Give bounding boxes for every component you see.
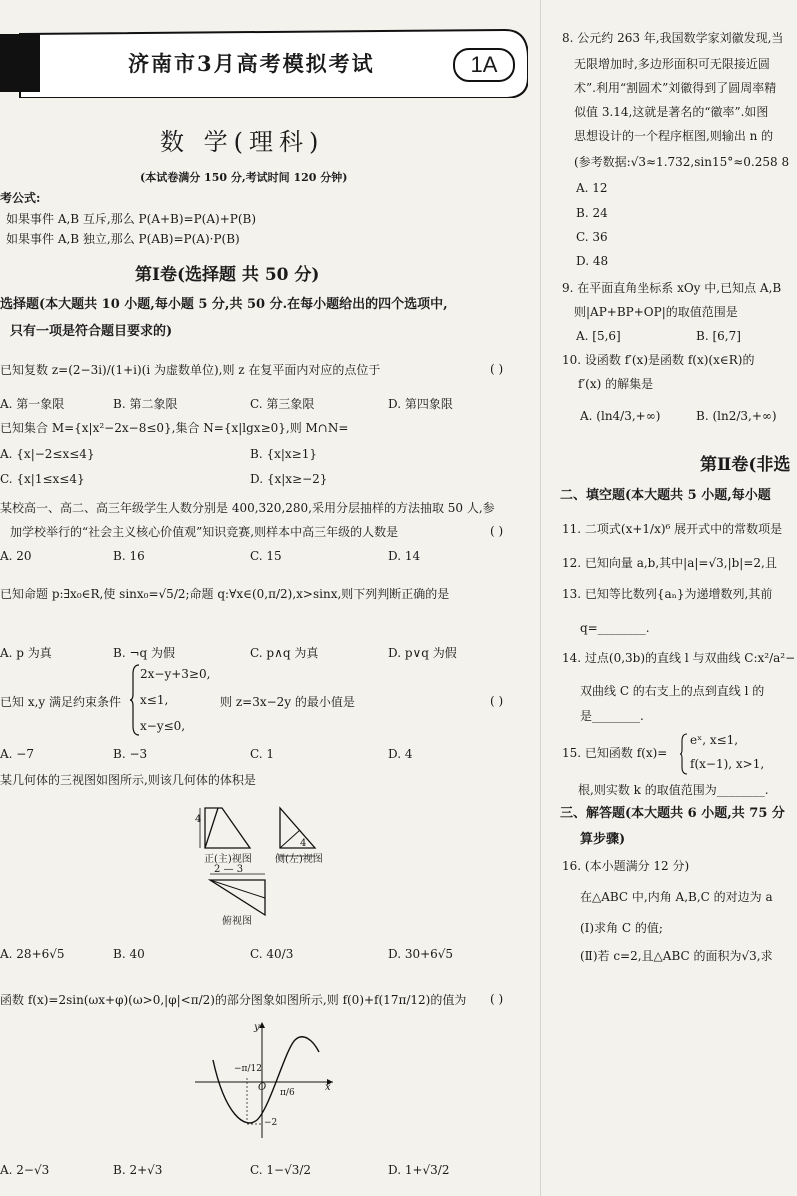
q6-option-b[interactable]: B. 40 bbox=[113, 947, 145, 961]
q16-header: 16. (本小题满分 12 分) bbox=[562, 859, 690, 873]
q5-constraint-1: 2x−y+3≥0, bbox=[140, 667, 211, 681]
part1-instruction-2: 只有一项是符合题目要求的) bbox=[10, 324, 173, 339]
reference-label: 考公式: bbox=[0, 191, 41, 205]
q15-brace bbox=[680, 733, 688, 775]
q2-stem: 已知集合 M={x|x²−2x−8≤0},集合 N={x|lgx≥0},则 M∩N= bbox=[0, 421, 349, 435]
exam-title: 济南市3月高考模拟考试 bbox=[128, 51, 375, 76]
q5-brace bbox=[130, 664, 140, 736]
q6-option-c[interactable]: C. 40/3 bbox=[250, 947, 294, 961]
formula-2: 如果事件 A,B 独立,那么 P(AB)=P(A)·P(B) bbox=[6, 232, 240, 246]
q10-line-2: f′(x) 的解集是 bbox=[578, 377, 654, 391]
q8-line-1: 8. 公元约 263 年,我国数学家刘徽发现,当 bbox=[562, 31, 784, 45]
q3-answer-paren[interactable]: ( ) bbox=[490, 524, 504, 538]
q7-stem: 函数 f(x)=2sin(ωx+φ)(ω>0,|φ|<π/2)的部分图象如图所示,则 f(0)+f(17π/12)的值为 bbox=[0, 993, 467, 1007]
q7-option-d[interactable]: D. 1+√3/2 bbox=[388, 1163, 450, 1177]
q7-option-c[interactable]: C. 1−√3/2 bbox=[250, 1163, 312, 1177]
q8-line-6: (参考数据:√3≈1.732,sin15°≈0.258 8 bbox=[574, 155, 790, 169]
q7-answer-paren[interactable]: ( ) bbox=[490, 992, 504, 1006]
q3-stem: 某校高一、高二、高三年级学生人数分别是 400,320,280,采用分层抽样的方法抽取 50 人,参 bbox=[0, 501, 495, 515]
q6-option-d[interactable]: D. 30+6√5 bbox=[388, 947, 454, 961]
q9-line-1: 9. 在平面直角坐标系 xOy 中,已知点 A,B bbox=[562, 281, 782, 295]
q3-option-c[interactable]: C. 15 bbox=[250, 549, 282, 563]
q14-blank[interactable]: 是________. bbox=[580, 709, 644, 723]
q6-option-a[interactable]: A. 28+6√5 bbox=[0, 947, 65, 961]
q2-option-c[interactable]: C. {x|1≤x≤4} bbox=[0, 472, 85, 486]
q2-option-a[interactable]: A. {x|−2≤x≤4} bbox=[0, 447, 95, 461]
q15-blank[interactable]: 根,则实数 k 的取值范围为________. bbox=[578, 783, 769, 797]
q16-stem: 在△ABC 中,内角 A,B,C 的对边为 a bbox=[580, 890, 773, 904]
q4-option-c[interactable]: C. p∧q 为真 bbox=[250, 646, 319, 660]
fig-front-label: 正(主)视图 bbox=[204, 854, 252, 865]
q5-tail: 则 z=3x−2y 的最小值是 bbox=[220, 695, 355, 709]
q3-option-b[interactable]: B. 16 bbox=[113, 549, 145, 563]
q1-answer-paren[interactable]: ( ) bbox=[490, 362, 504, 376]
q8-line-2: 无限增加时,多边形面积可无限接近圆 bbox=[574, 57, 770, 71]
column-divider bbox=[540, 0, 541, 1196]
q16-part-1: (Ⅰ)求角 C 的值; bbox=[580, 921, 663, 935]
q5-option-c[interactable]: C. 1 bbox=[250, 747, 275, 761]
fig-top-label: 俯视图 bbox=[222, 916, 252, 927]
q15-piece-2: f(x−1), x>1, bbox=[690, 757, 765, 771]
version-badge: 1A bbox=[453, 48, 515, 82]
solve-section-title-2: 算步骤) bbox=[580, 832, 626, 847]
graph-neg-tick: −π/12 bbox=[234, 1064, 262, 1074]
q4-option-a[interactable]: A. p 为真 bbox=[0, 646, 52, 660]
q12-stem: 12. 已知向量 a,b,其中|a|=√3,|b|=2,且 bbox=[562, 556, 777, 570]
q9-option-a[interactable]: A. [5,6] bbox=[576, 329, 621, 343]
q15-piece-1: eˣ, x≤1, bbox=[690, 733, 739, 747]
q5-constraint-2: x≤1, bbox=[140, 693, 169, 707]
part2-title: 第Ⅱ卷(非选 bbox=[700, 455, 791, 475]
q8-option-c[interactable]: C. 36 bbox=[576, 230, 608, 244]
q5-option-d[interactable]: D. 4 bbox=[388, 747, 413, 761]
graph-y-label: y bbox=[254, 1022, 260, 1033]
graph-min-label: −2 bbox=[264, 1118, 278, 1128]
q5-option-b[interactable]: B. −3 bbox=[113, 747, 148, 761]
formula-1: 如果事件 A,B 互斥,那么 P(A+B)=P(A)+P(B) bbox=[6, 212, 257, 226]
three-view-figure bbox=[190, 800, 340, 930]
part1-instruction-1: 选择题(本大题共 10 小题,每小题 5 分,共 50 分.在每小题给出的四个选项中, bbox=[0, 297, 448, 312]
q9-option-b[interactable]: B. [6,7] bbox=[696, 329, 741, 343]
q8-line-4: 似值 3.14,这就是著名的“徽率”.如图 bbox=[574, 105, 769, 119]
q10-option-a[interactable]: A. (ln4/3,+∞) bbox=[580, 409, 661, 423]
q11-stem: 11. 二项式(x+1/x)⁶ 展开式中的常数项是 bbox=[562, 522, 783, 536]
q8-option-a[interactable]: A. 12 bbox=[576, 181, 608, 195]
q4-option-d[interactable]: D. p∨q 为假 bbox=[388, 646, 457, 660]
q2-option-b[interactable]: B. {x|x≥1} bbox=[250, 447, 317, 461]
fill-section-title: 二、填空题(本大题共 5 小题,每小题 bbox=[560, 488, 771, 503]
q10-line-1: 10. 设函数 f′(x)是函数 f(x)(x∈R)的 bbox=[562, 353, 755, 367]
q5-answer-paren[interactable]: ( ) bbox=[490, 694, 504, 708]
q4-stem: 已知命题 p:∃x₀∈R,使 sinx₀=√5/2;命题 q:∀x∈(0,π/2),x>sinx,则下列判断正确的是 bbox=[0, 587, 450, 601]
q8-line-3: 术”.利用“割圆术”刘徽得到了圆周率精 bbox=[574, 81, 777, 95]
q1-option-c[interactable]: C. 第三象限 bbox=[250, 397, 315, 411]
fig-top-dims: 2 — 3 bbox=[214, 864, 244, 875]
q4-option-b[interactable]: B. ¬q 为假 bbox=[113, 646, 175, 660]
q5-stem: 已知 x,y 满足约束条件 bbox=[0, 695, 121, 709]
q10-option-b[interactable]: B. (ln2/3,+∞) bbox=[696, 409, 777, 423]
q1-option-b[interactable]: B. 第二象限 bbox=[113, 397, 178, 411]
q6-stem: 某几何体的三视图如图所示,则该几何体的体积是 bbox=[0, 773, 256, 787]
q1-stem: 已知复数 z=(2−3i)/(1+i)(i 为虚数单位),则 z 在复平面内对应的点位于 bbox=[0, 363, 381, 377]
q8-line-5: 思想设计的一个程序框图,则输出 n 的 bbox=[574, 129, 774, 143]
fig-side-dim-4: 4 bbox=[300, 838, 307, 849]
q8-option-d[interactable]: D. 48 bbox=[576, 254, 609, 268]
q14-stem: 14. 过点(0,3b)的直线 l 与双曲线 C:x²/a²− bbox=[562, 651, 796, 665]
part1-title: 第Ⅰ卷(选择题 共 50 分) bbox=[135, 265, 320, 285]
graph-pos-tick: π/6 bbox=[280, 1088, 295, 1098]
q14-stem-2: 双曲线 C 的右支上的点到直线 l 的 bbox=[580, 684, 765, 698]
fig-dim-4: 4 bbox=[195, 814, 202, 825]
solve-section-title: 三、解答题(本大题共 6 小题,共 75 分 bbox=[560, 806, 785, 821]
q3-option-d[interactable]: D. 14 bbox=[388, 549, 421, 563]
q9-line-2: 则|AP+BP+OP|的取值范围是 bbox=[574, 305, 738, 319]
q7-option-b[interactable]: B. 2+√3 bbox=[113, 1163, 163, 1177]
q1-option-d[interactable]: D. 第四象限 bbox=[388, 397, 453, 411]
fig-side-label: 侧(左)视图 bbox=[275, 854, 323, 865]
subject-title: 数 学(理科) bbox=[160, 128, 325, 156]
exam-info: (本试卷满分 150 分,考试时间 120 分钟) bbox=[140, 171, 348, 184]
q3-stem-2: 加学校举行的“社会主义核心价值观”知识竞赛,则样本中高三年级的人数是 bbox=[10, 525, 399, 539]
q15-stem: 15. 已知函数 f(x)= bbox=[562, 746, 668, 760]
q2-option-d[interactable]: D. {x|x≥−2} bbox=[250, 472, 328, 486]
q7-option-a[interactable]: A. 2−√3 bbox=[0, 1163, 50, 1177]
q13-blank[interactable]: q=________. bbox=[580, 621, 650, 635]
q16-part-2: (Ⅱ)若 c=2,且△ABC 的面积为√3,求 bbox=[580, 949, 773, 963]
q1-option-a[interactable]: A. 第一象限 bbox=[0, 397, 65, 411]
q5-option-a[interactable]: A. −7 bbox=[0, 747, 34, 761]
graph-x-label: x bbox=[325, 1082, 331, 1093]
q5-constraint-3: x−y≤0, bbox=[140, 719, 186, 733]
q8-option-b[interactable]: B. 24 bbox=[576, 206, 608, 220]
q3-option-a[interactable]: A. 20 bbox=[0, 549, 32, 563]
q13-stem: 13. 已知等比数列{aₙ}为递增数列,其前 bbox=[562, 587, 773, 601]
graph-origin-label: O bbox=[258, 1082, 267, 1093]
